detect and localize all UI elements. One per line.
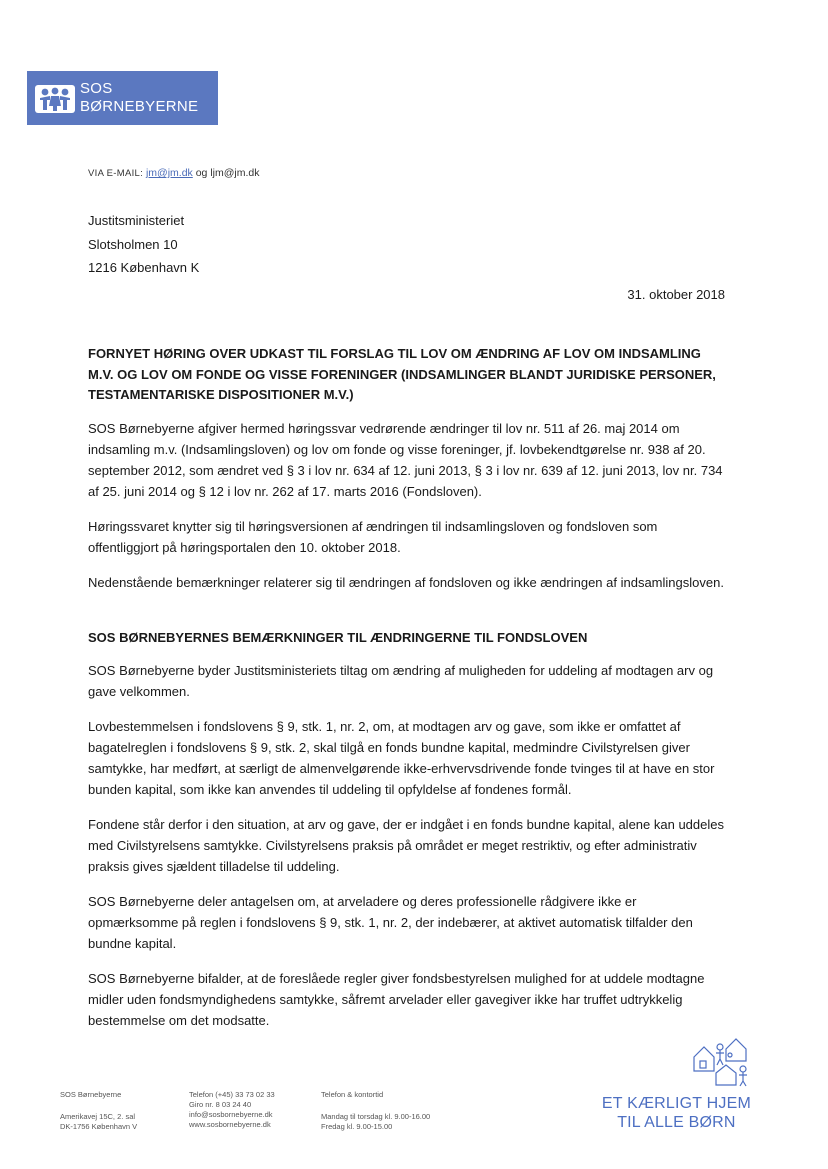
section-paragraph-2: Lovbestemmelsen i fondslovens § 9, stk. 1, nr. 2, om, at modtagen arv og gave, som ikke er omfattet af bagatelreglen i fondslovens § 9, stk. 2, skal tilgå en fonds bundne kapital, medmindre Civilstyrelsen giver samtykke, har medført, at særligt de almenvelgørende ikke-erhvervsdrivende fonde tvinges til at have en stor bunden kapital, som ikke kan anvendes til uddeling til opfyldelse af fondenes formål.	[88, 718, 715, 797]
footer-city: DK-1756 København V	[60, 1122, 138, 1131]
logo-text	[80, 80, 198, 116]
section-paragraph-4: SOS Børnebyerne deler antagelsen om, at arveladere og deres professionelle rådgivere ikke er opmærksomme på reglen i fondslovens § 9, stk. 1, nr. 2, der indebærer, at aktivet automatisk tilfalder den bundne kapital.	[88, 893, 693, 951]
footer-phone: Telefon (+45) 33 73 02 33	[189, 1090, 275, 1099]
footer	[0, 1080, 828, 1169]
letter-heading: FORNYET HØRING OVER UDKAST TIL FORSLAG TIL LOV OM ÆNDRING AF LOV OM INDSAMLING M.V. OG LOV OM FONDE OG VISSE FORENINGER (INDSAMLINGER BLANDT JURIDISKE PERSONER, TESTAMENTARISKE DISPOSITIONER M.V.)	[88, 346, 716, 402]
footer-giro: Giro nr. 8 03 24 40	[189, 1100, 252, 1109]
children-logo-icon	[34, 84, 76, 114]
footer-address	[60, 1090, 137, 1132]
tagline-line-2: TIL ALLE BØRN	[617, 1114, 736, 1131]
letter-date: 31. oktober 2018	[627, 287, 725, 302]
footer-street: Amerikavej 15C, 2. sal	[60, 1112, 136, 1121]
email-link-jm[interactable]: jm@jm.dk	[145, 167, 193, 179]
section-paragraph-1: SOS Børnebyerne byder Justitsministeriets tiltag om ændring af muligheden for uddeling af modtagen arv og gave velkommen.	[88, 662, 714, 699]
footer-hours	[321, 1090, 430, 1132]
sos-logo	[27, 71, 218, 125]
section-heading: SOS BØRNEBYERNES BEMÆRKNINGER TIL ÆNDRINGERNE TIL FONDSLOVEN	[88, 629, 588, 645]
intro-paragraph-3: Nedenstående bemærkninger relaterer sig til ændringen af fondsloven og ikke ændringen af indsamlingsloven.	[88, 574, 724, 590]
via-label: VIA E-MAIL:	[88, 168, 144, 179]
footer-org: SOS Børnebyerne	[60, 1090, 122, 1099]
logo-line-1: SOS	[80, 80, 113, 97]
via-email-line	[88, 167, 260, 179]
footer-email[interactable]: info@sosbornebyerne.dk	[189, 1110, 273, 1119]
email-ljm: ljm@jm.dk	[210, 167, 260, 179]
footer-hours-label: Telefon & kontortid	[321, 1090, 384, 1099]
footer-hours-1: Mandag til torsdag kl. 9.00-16.00	[321, 1112, 431, 1121]
recipient-street: Slotsholmen 10	[88, 236, 178, 252]
footer-web[interactable]: www.sosbornebyerne.dk	[189, 1120, 271, 1129]
recipient-city: 1216 København K	[88, 260, 200, 275]
recipient-name: Justitsministeriet	[88, 213, 185, 228]
letter-body	[88, 344, 728, 1045]
footer-contact	[189, 1090, 275, 1130]
tagline-line-1: ET KÆRLIGT HJEM	[601, 1095, 751, 1112]
section-paragraph-5: SOS Børnebyerne bifalder, at de foreslåede regler giver fondsbestyrelsen mulighed for at uddele modtagne midler uden fondsmyndighedens samtykke, såfremt arvelader eller gavegiver ikke har truffet udtrykkelig bestemmelse om det modsatte.	[88, 970, 705, 1028]
intro-paragraph-2: Høringssvaret knytter sig til høringsversionen af ændringen til indsamlingsloven og fondsloven som offentliggjort på høringsportalen den 10. oktober 2018.	[88, 518, 658, 555]
section-paragraph-3: Fondene står derfor i den situation, at arv og gave, der er indgået i en fonds bundne kapital, alene kan uddeles med Civilstyrelsens samtykke. Civilstyrelsens praksis på området er meget restriktiv, og efter administrativ praksis gives sjældent tilladelse til uddeling.	[88, 816, 724, 874]
footer-hours-2: Fredag kl. 9.00-15.00	[321, 1122, 393, 1131]
intro-paragraph-1: SOS Børnebyerne afgiver hermed høringssvar vedrørende ændringer til lov nr. 511 af 26. maj 2014 om indsamling m.v. (Indsamlingsloven) og lov om fonde og visse foreninger, jf. lovbekendtgørelse nr. 938 af 20. september 2012, som ændret ved § 3 i lov nr. 634 af 12. juni 2013, § 3 i lov nr. 639 af 12. juni 2013, lov nr. 734 af 25. juni 2014 og § 12 i lov nr. 262 af 17. marts 2016 (Fondsloven).	[88, 420, 723, 499]
recipient-address	[88, 209, 199, 280]
via-conjunction: og	[195, 167, 208, 179]
logo-line-2: BØRNEBYERNE	[80, 98, 199, 115]
